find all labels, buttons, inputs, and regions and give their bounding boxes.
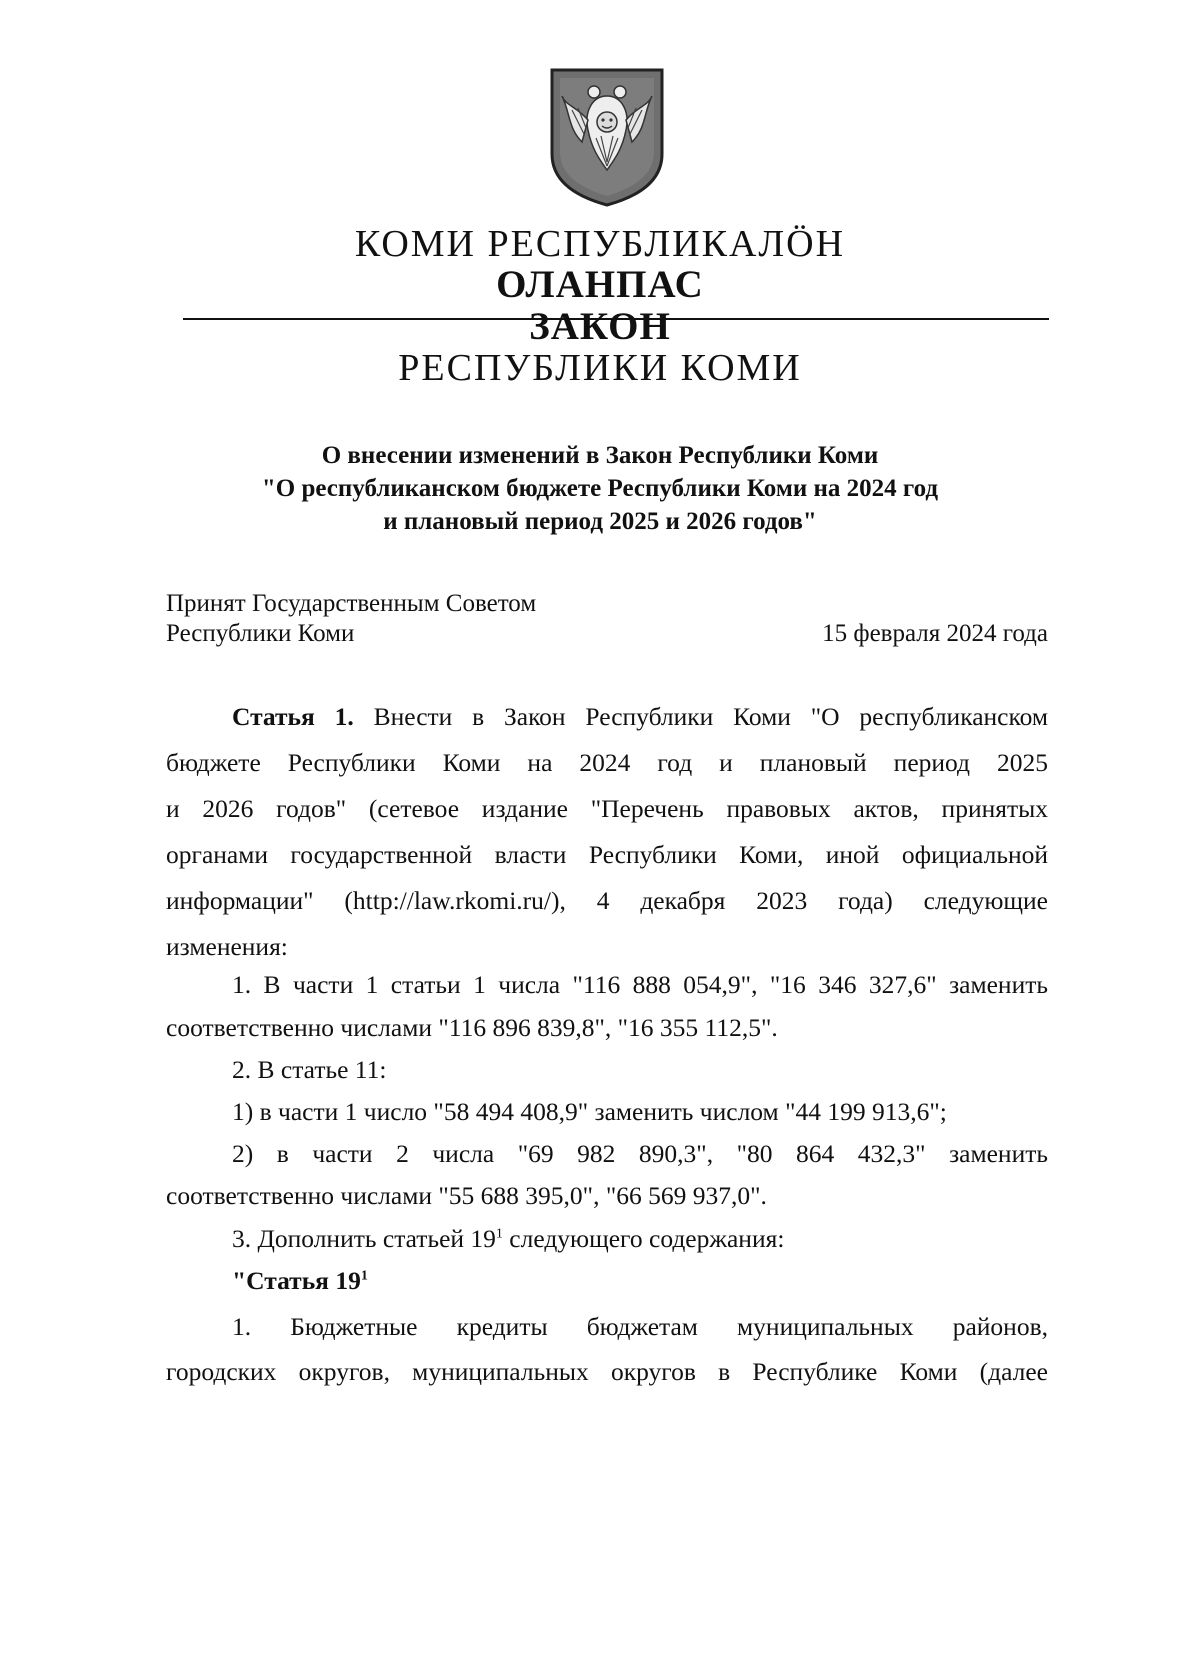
- article-1-first-line: Статья 1. Внести в Закон Республики Коми "О республиканском: [232, 702, 1048, 731]
- subject-line-3: и плановый период 2025 и 2026 годов": [383, 508, 817, 535]
- credits-line-1: 1. Бюджетные кредиты бюджетам муниципальных районов,: [232, 1312, 1048, 1341]
- komi-coat-of-arms-icon: [548, 66, 666, 208]
- article-1-line: изменения:: [166, 932, 288, 961]
- article-1-text: [166, 694, 1048, 970]
- article-1-line: органами государственной власти Республики Коми, иной официальной: [166, 840, 1048, 869]
- subject-line-1: О внесении изменений в Закон Республики Коми: [321, 442, 879, 469]
- item-2-sub-2-line-2: соответственно числами "55 688 395,0", "66 569 937,0".: [166, 1181, 767, 1210]
- article-1-heading: Статья 1.: [232, 702, 354, 731]
- article-1-line: и 2026 годов" (сетевое издание "Перечень правовых актов, принятых: [166, 794, 1048, 823]
- item-2: 2. В статье 11:: [232, 1055, 387, 1084]
- subject-line-2: "О республиканском бюджете Республики Коми на 2024 год: [261, 475, 939, 502]
- item-1-line-1: 1. В части 1 статьи 1 числа "116 888 054,9", "16 346 327,6" заменить: [232, 970, 1048, 999]
- item-1-line-2: соответственно числами "116 896 839,8", "16 355 112,5".: [166, 1013, 778, 1042]
- law-title: ЗАКОН: [529, 305, 671, 348]
- adopted-by-line-1: Принят Государственным Советом: [166, 590, 537, 617]
- item-2-sub-1: 1) в части 1 число "58 494 408,9" заменить числом "44 199 913,6";: [232, 1097, 947, 1126]
- article-1-line: информации" (http://law.rkomi.ru/), 4 декабря 2023 года) следующие: [166, 886, 1048, 915]
- komi-republic-title: КОМИ РЕСПУБЛИКАЛӦН: [354, 223, 846, 265]
- new-article-heading: "Статья $19^1$: [232, 1266, 368, 1295]
- adopted-by-line-2: Республики Коми: [166, 620, 355, 647]
- item-2-sub-2-line-1: 2) в части 2 числа "69 982 890,3", "80 864 432,3" заменить: [232, 1139, 1048, 1168]
- komi-law-title: ОЛАНПАС: [496, 263, 704, 306]
- republic-title: РЕСПУБЛИКИ КОМИ: [398, 347, 802, 389]
- credits-line-2: городских округов, муниципальных округов в Республике Коми (далее: [166, 1357, 1048, 1386]
- adoption-date: 15 февраля 2024 года: [822, 620, 1048, 647]
- item-3: 3. Дополнить статьей $19^1$ следующего содержания:: [232, 1224, 785, 1253]
- article-1-line: бюджете Республики Коми на 2024 год и плановый период 2025: [166, 748, 1048, 777]
